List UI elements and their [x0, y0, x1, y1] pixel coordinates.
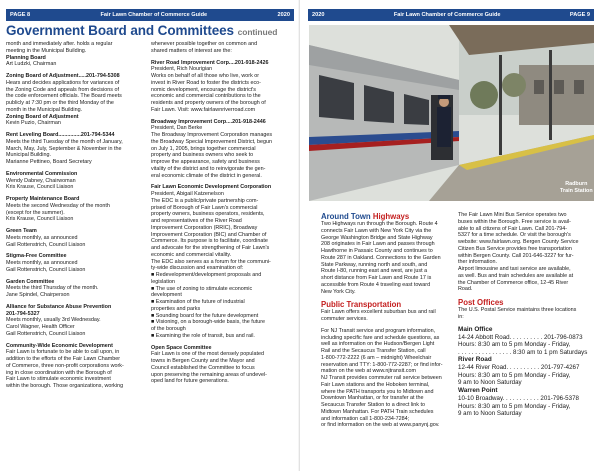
entry-heading: Zoning Board of Adjustment.....201-794-5308 — [6, 73, 120, 79]
body-text: within Bergen County. Call 201-646-3227 for fur- — [458, 252, 574, 259]
entry-text: Hours: 8:30 am to 5 pm Monday - Friday, — [458, 371, 571, 379]
section-heading: Public Transportation — [321, 300, 402, 310]
body-text: upon preserving the remaining areas of undevel- — [151, 371, 267, 378]
body-text: on July 1, 2005, brings together commercial — [151, 145, 256, 152]
entry-heading: River Road — [458, 356, 492, 364]
body-text: property and business owners who seek to — [151, 152, 254, 159]
body-text: in: — [458, 313, 464, 320]
body-text: month and immediately after. holds a regular — [6, 41, 113, 47]
body-text: ty-wide discussion and examination of: — [151, 265, 244, 272]
entry-text: 14-24 Abbott Road. . . . . . . . . . 201-796-0873 — [458, 333, 583, 341]
body-text: Carol Wagner, Health Officer — [6, 324, 75, 330]
entry-heading: River Road Improvement Corp....201-918-2426 — [151, 59, 269, 66]
body-text: State Parkway, running north and south, and — [321, 261, 428, 268]
body-text: Meets monthly, usually 3rd Wednesday. — [6, 317, 101, 324]
body-text: ■ Visioning, on a borough-wide basis, the future — [151, 319, 266, 326]
body-text: ther information. — [458, 259, 497, 266]
body-text: and advocate for the strengthening of Fair Lawn's — [151, 245, 270, 251]
body-text: Kevin Puzio, Chairman — [6, 120, 61, 127]
body-text: development — [151, 292, 182, 299]
entry-heading: 201-794-5327 — [6, 310, 40, 317]
body-text: Improvement Corporation (BIC) and Chamber of — [151, 231, 267, 238]
body-text: George Washington Bridge and State Highway — [321, 234, 433, 241]
body-text: eral economic climate of the district in general. — [151, 172, 262, 179]
body-text: Municipal Building. — [6, 152, 51, 159]
body-text: Art Ludzki, Chairman — [6, 61, 57, 68]
guide-year: 2020 — [277, 12, 290, 18]
body-text: Citizen Bus Service provides free transportation — [458, 245, 572, 252]
body-text: and information call 1-800-234-7284; — [321, 415, 410, 422]
body-text: vitality of the district and to reinvigorate the gen- — [151, 165, 266, 172]
body-text: of Commerce, three non-profit corporations work- — [6, 362, 124, 369]
body-text: Route I-80, running east and west, are just a — [321, 268, 428, 275]
body-text: residents and property owners of the borough of — [151, 100, 266, 106]
train-station-photo — [309, 25, 594, 201]
entry-heading: Warren Point — [458, 387, 498, 395]
body-text: Fair Lawn stations and the Hoboken terminal, — [321, 381, 430, 388]
page-number: PAGE 8 — [10, 12, 31, 18]
body-text: Fair Lawn. Visit: www.fairlawnriverroad.com — [151, 106, 256, 113]
body-text: short distance from Fair Lawn and Route 17 is — [321, 275, 432, 281]
body-text: nomic development, encourage the district's — [151, 86, 257, 93]
section-heading-accent: Highways — [372, 212, 410, 221]
body-text: and representatives of the River Road — [151, 218, 242, 224]
right-column-1 — [321, 212, 452, 469]
body-text: For NJ Transit service and program information, — [321, 327, 436, 334]
photo-caption — [560, 181, 593, 194]
body-text: oped land for future generations. — [151, 378, 229, 385]
body-text: Fair Lawn offers excellent suburban bus and rail — [321, 309, 436, 316]
body-text: addition to the efforts of the Fair Lawn Chamber — [6, 356, 121, 362]
body-text: The U.S. Postal Service maintains three locations — [458, 307, 577, 313]
body-text: New York City. — [321, 288, 356, 295]
body-text: where the PATH transports you to Midtown and — [321, 388, 434, 395]
body-text: buses within the Borough. Free service is avail- — [458, 218, 571, 225]
body-text: March, May, July, September & November in the — [6, 145, 122, 152]
body-text: publicly at 7:30 pm or the third Monday of the — [6, 100, 114, 106]
body-text: Meets the third Tuesday of the month of January, — [6, 138, 123, 145]
body-text: Commerce. Its purpose is to facilitate, coordinate — [151, 238, 268, 245]
right-column-2 — [458, 212, 596, 469]
body-text: prised of Borough of Fair Lawn's commercial — [151, 204, 258, 211]
entry-text: . . . . . . . . . . . . . . . . 8:30 am to 1 pm Saturdays — [458, 348, 588, 356]
body-text: Gail Rottenstrich, Council Liaison — [6, 266, 86, 273]
entry-heading: Fair Lawn Economic Development Corporation — [151, 184, 272, 191]
body-text: month in the Municipal Building. — [6, 106, 83, 113]
entry-text: 9 am to Noon Saturday — [458, 379, 522, 387]
left-column-1 — [6, 41, 146, 469]
body-text: President, Abigail Katzenelson — [151, 191, 224, 197]
body-text: Airport limousine and taxi service are available, — [458, 266, 571, 272]
body-text: The Broadway Improvement Corporation manages — [151, 132, 273, 138]
body-text: economic and commercial contributions to the — [151, 93, 261, 100]
body-text: the Broadway Special Improvement District, begun — [151, 138, 273, 145]
body-text: Marianne Pettineo, Board Secretary — [6, 159, 92, 165]
entry-heading: Garden Committee — [6, 278, 55, 285]
body-text: The EDC also serves as a forum for the communi- — [151, 258, 271, 265]
body-text: whenever possible together on common and — [151, 41, 258, 47]
entry-text: 12-44 River Road. . . . . . . . . . 201-797-4267 — [458, 364, 580, 372]
entry-heading: Environmental Commission — [6, 170, 78, 177]
body-text: as well. Bus and train schedules are available at — [458, 272, 574, 279]
body-text: Meets monthly, as announced — [6, 260, 78, 266]
body-text: ■ Examination of the future of industrial — [151, 299, 245, 305]
body-text: 208 originates in Fair Lawn and passes through — [321, 241, 435, 248]
body-text: Kris Krause, Council Liaison — [6, 216, 74, 223]
entry-heading: Zoning Board of Adjustment — [6, 113, 79, 120]
body-text: (except for the summer). — [6, 209, 65, 216]
guide-title: Fair Lawn Chamber of Commerce Guide — [393, 12, 501, 18]
body-text: the Zoning Code and appeals from decisions of — [6, 86, 119, 93]
entry-heading: Stigma-Free Committee — [6, 253, 67, 260]
body-text: President, Rich Nourigian — [151, 66, 213, 73]
body-text: Meets the second Wednesday of the month — [6, 202, 110, 209]
body-text: the Chamber of Commerce office, 12-45 River — [458, 279, 569, 286]
body-text: invest in River Road to foster the districts eco- — [151, 79, 261, 86]
body-text: Secaucus Transfer Station to a direct link to — [321, 402, 425, 408]
body-text: or find information on the web at www.panynj.gov. — [321, 422, 440, 429]
body-text: Meets the third Thursday of the month. — [6, 285, 99, 292]
entry-text: 9 am to Noon Saturday — [458, 410, 522, 418]
body-text: Fair Lawn to stimulate economic investment — [6, 376, 111, 383]
body-text: Jane Spindel, Chairperson — [6, 292, 70, 298]
body-text: Meets monthly, as announced — [6, 234, 78, 241]
entry-heading: Green Team — [6, 228, 37, 234]
body-text: legislation — [151, 278, 175, 285]
body-text: 5327 for a time schedule. Or visit the borough's — [458, 232, 571, 239]
entry-text: 10-10 Broadway. . . . . . . . . . . 201-796-5378 — [458, 395, 579, 403]
section-heading — [321, 212, 452, 221]
page-number: PAGE 9 — [569, 12, 590, 18]
body-text: ■ Examining the role of transit, bus and rail. — [151, 332, 255, 339]
body-text: able to all citizens of Fair Lawn. Call 201-794- — [458, 225, 568, 232]
body-text: ing in close coordination with the Borough of — [6, 369, 112, 376]
body-text: shared matters of interest are the: — [151, 47, 232, 54]
train-photo-illustration — [309, 25, 594, 201]
guide-year: 2020 — [312, 12, 325, 18]
body-text: Improvement Corporation (RRIC), Broadway — [151, 224, 258, 231]
body-text: Midtown Manhattan. For PATH Train schedules — [321, 408, 434, 415]
body-text: NJ Transit provides commuter rail service between — [321, 375, 442, 381]
body-text: commuter services. — [321, 316, 368, 322]
entry-heading: Open Space Committee — [151, 344, 212, 351]
section-heading-part: Around Town — [321, 212, 373, 221]
body-text: website: www.fairlawn.org. Bergen County Service — [458, 239, 579, 245]
body-text: Council established the Committee to focus — [151, 364, 255, 371]
body-text: Route 287 in Oakland. Connections to the Garden — [321, 254, 441, 261]
body-text: ■ Redevelopment/development proposals and — [151, 272, 262, 278]
body-text: Two Highways run through the Borough. Route 4 — [321, 221, 438, 227]
section-heading: Post Offices — [458, 298, 504, 307]
body-text: 1-800-772-2222 (6 am – midnight) Wheelchair — [321, 354, 432, 361]
body-text: mation on the web at www.njtransit.com — [321, 368, 416, 375]
body-text: President, Dan Berke — [151, 125, 203, 132]
left-column-2 — [151, 41, 294, 469]
body-text: including specific fare and schedule questions, as — [321, 334, 440, 341]
body-text: well as information on the Hudson/Bergen Light — [321, 341, 435, 348]
body-text: Fair Lawn is fortunate to be able to call upon, in — [6, 349, 120, 356]
page-title-text: Government Board and Committees — [6, 23, 234, 38]
body-text: Rail and the Secaucus Transfer Station, call — [321, 348, 426, 354]
photo-caption-line-1: Radburn — [565, 181, 588, 187]
entry-text: Hours: 8:30 am to 5 pm Monday - Friday, — [458, 341, 571, 349]
entry-heading: Planning Board — [6, 54, 46, 61]
body-text: The Fair Lawn Mini Bus Service operates two — [458, 212, 567, 218]
body-text: the code enforcement officials. The Board meets — [6, 93, 122, 100]
entry-heading: Rent Leveling Board...............201-794-5344 — [6, 132, 115, 138]
body-text: ■ The use of zoning to stimulate economic — [151, 285, 253, 292]
body-text: connects Fair Lawn with New York City via the — [321, 227, 432, 234]
body-text: meeting in the Municipal Building. — [6, 47, 87, 54]
entry-text: Hours: 8:30 am to 5 pm Monday - Friday, — [458, 402, 571, 410]
body-text: accessible from Route 4 traveling east toward — [321, 281, 431, 288]
entry-heading: Property Maintenance Board — [6, 196, 80, 202]
body-text: Gail Rottenstrich, Council Liaison — [6, 241, 86, 248]
body-text: economic and commercial vitality. — [151, 251, 232, 258]
guide-title: Fair Lawn Chamber of Commerce Guide — [100, 12, 208, 18]
body-text: property owners, business operators, residents, — [151, 211, 265, 218]
entry-heading: Alliance for Substance Abuse Prevention — [6, 303, 112, 310]
body-text: Kris Krause, Council Liaison — [6, 184, 74, 191]
entry-heading: Community-Wide Economic Development — [6, 342, 113, 349]
body-text: Works on behalf of all those who live, work or — [151, 73, 260, 79]
body-text: ■ Sounding board for the future development — [151, 312, 259, 319]
body-text: Road. — [458, 286, 473, 293]
body-text: The EDC is a public/private partnership com- — [151, 197, 259, 204]
body-text: of the borough — [151, 326, 186, 332]
entry-heading: Broadway Improvement Corp....201-918-2446 — [151, 118, 266, 125]
entry-heading: Main Office — [458, 325, 493, 333]
body-text: improve the appearance, safety and business — [151, 159, 260, 165]
body-text: Wendy Dabney, Chairwoman — [6, 177, 76, 184]
left-page-header — [6, 9, 294, 21]
body-text: reservation and TTY: 1-800-772-2287; or find infor- — [321, 361, 443, 368]
body-text: Hears and decides applications for variances of — [6, 79, 120, 86]
body-text: Downtown Manhattan, or for transfer at the — [321, 395, 424, 402]
body-text: Gail Rottenstrich, Council Liaison — [6, 330, 86, 337]
page-title — [6, 23, 277, 38]
page-title-suffix: continued — [237, 27, 278, 37]
body-text: towns in Bergen County and the Mayor and — [151, 358, 255, 364]
body-text: Fair Lawn is one of the most densely populated — [151, 351, 264, 358]
body-text: Hawthorne in Passaic County and continues to — [321, 248, 433, 254]
body-text: within the borough. Those organizations, working — [6, 383, 124, 389]
photo-caption-line-2: Train Station — [560, 187, 593, 194]
body-text: properties and parks — [151, 305, 201, 312]
right-page-header — [308, 9, 594, 21]
